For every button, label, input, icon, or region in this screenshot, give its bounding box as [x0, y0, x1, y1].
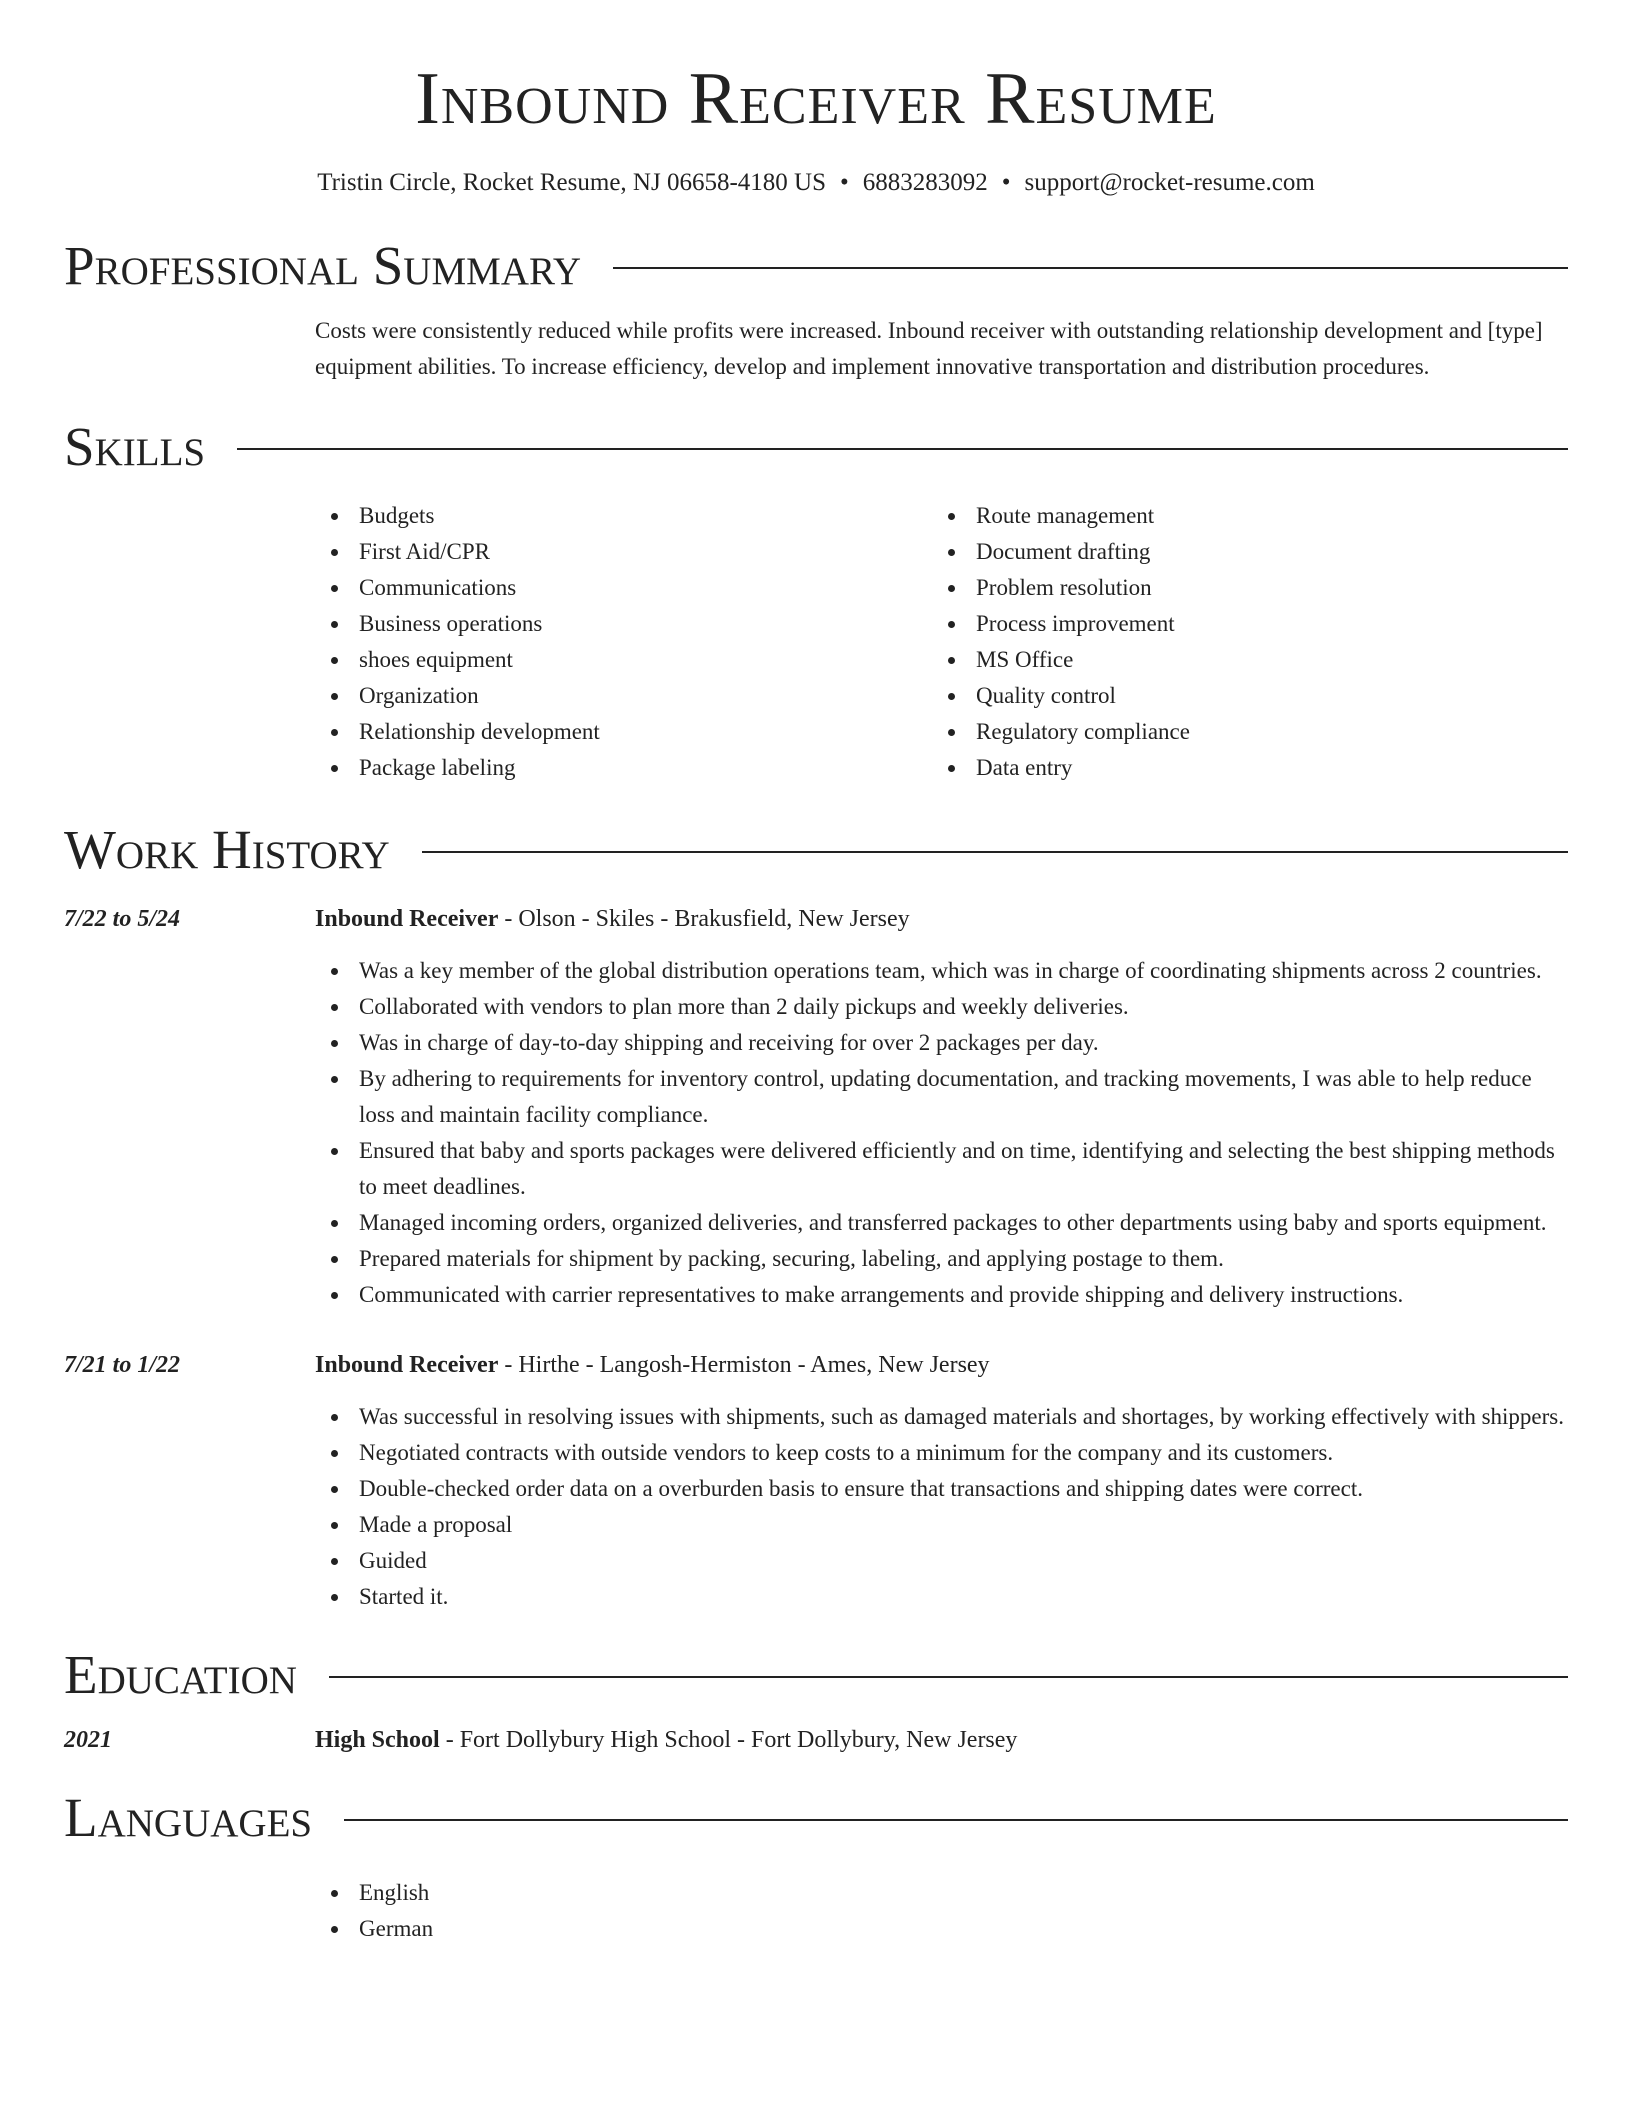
- job-bullet: Ensured that baby and sports packages were delivered efficiently and on time, identifying and selecting the best shipping methods to meet deadlines.: [315, 1133, 1568, 1205]
- skill-item: Business operations: [315, 606, 932, 642]
- job-bullet: Managed incoming orders, organized deliveries, and transferred packages to other departments using baby and sports equipment.: [315, 1205, 1568, 1241]
- job-header: [64, 1347, 1568, 1383]
- contact-line: [64, 168, 1568, 198]
- job-entry: [64, 901, 1568, 1313]
- skill-item: Organization: [315, 678, 932, 714]
- job-headline: [315, 901, 910, 937]
- education-headline: [315, 1722, 1017, 1758]
- languages-heading-row: [64, 1787, 1568, 1848]
- education-heading-row: [64, 1644, 1568, 1705]
- section-divider: [613, 267, 1568, 269]
- contact-phone: 6883283092: [862, 169, 988, 196]
- skill-item: Budgets: [315, 498, 932, 534]
- job-bullet: Double-checked order data on a overburden basis to ensure that transactions and shipping dates were correct.: [315, 1471, 1568, 1507]
- education-degree: High School: [315, 1727, 440, 1753]
- education-year: 2021: [64, 1727, 112, 1753]
- job-header: [64, 901, 1568, 937]
- job-entry: [64, 1347, 1568, 1615]
- education-entry: [64, 1722, 1568, 1758]
- languages-section: [64, 1787, 1568, 1947]
- language-item: English: [315, 1875, 1568, 1911]
- job-bullet: Collaborated with vendors to plan more than 2 daily pickups and weekly deliveries.: [315, 989, 1568, 1025]
- summary-heading-row: [64, 235, 1568, 296]
- languages-body: [315, 1875, 1568, 1947]
- skill-item: Communications: [315, 570, 932, 606]
- job-details: - Olson - Skiles - Brakusfield, New Jersey: [498, 906, 910, 932]
- contact-email: support@rocket-resume.com: [1024, 169, 1315, 196]
- skills-heading: Skills: [64, 416, 206, 477]
- skill-item: Package labeling: [315, 750, 932, 786]
- skills-heading-row: [64, 416, 1568, 477]
- skill-item: MS Office: [932, 642, 1549, 678]
- job-bullet: Was successful in resolving issues with shipments, such as damaged materials and shortages, by working effectively with shippers.: [315, 1399, 1568, 1435]
- job-bullet: Was a key member of the global distribution operations team, which was in charge of coordinating shipments across 2 countries.: [315, 953, 1568, 989]
- skill-item: Quality control: [932, 678, 1549, 714]
- job-bullet: By adhering to requirements for inventory control, updating documentation, and tracking movements, I was able to help reduce loss and maintain facility compliance.: [315, 1061, 1568, 1133]
- summary-text: Costs were consistently reduced while profits were increased. Inbound receiver with outstanding relationship development and [type] equipment abilities. To increase efficiency, develop and implement innovative transportation and distribution procedures.: [315, 318, 1543, 379]
- skill-item: Problem resolution: [932, 570, 1549, 606]
- skills-list-right: [932, 498, 1549, 786]
- job-bullet: Was in charge of day-to-day shipping and receiving for over 2 packages per day.: [315, 1025, 1568, 1061]
- education-details: - Fort Dollybury High School - Fort Dollybury, New Jersey: [439, 1727, 1018, 1753]
- job-title: Inbound Receiver: [315, 1352, 499, 1378]
- job-dates: 7/22 to 5/24: [64, 906, 181, 932]
- resume-page: [64, 0, 1568, 1947]
- skill-item: Route management: [932, 498, 1549, 534]
- section-divider: [329, 1676, 1568, 1678]
- skills-grid: [315, 498, 1568, 786]
- skills-body: [315, 498, 1568, 786]
- education-section: [64, 1644, 1568, 1758]
- skill-item: Regulatory compliance: [932, 714, 1549, 750]
- job-details: - Hirthe - Langosh-Hermiston - Ames, New Jersey: [498, 1352, 990, 1378]
- skill-item: First Aid/CPR: [315, 534, 932, 570]
- skill-item: shoes equipment: [315, 642, 932, 678]
- job-bullets: [315, 953, 1568, 1313]
- work-section: [64, 819, 1568, 1615]
- summary-section: [64, 235, 1568, 385]
- skill-item: Process improvement: [932, 606, 1549, 642]
- skill-item: Document drafting: [932, 534, 1549, 570]
- skills-list-left: [315, 498, 932, 786]
- summary-body: [315, 313, 1568, 385]
- skill-item: Relationship development: [315, 714, 932, 750]
- job-bullet: Prepared materials for shipment by packing, securing, labeling, and applying postage to them.: [315, 1241, 1568, 1277]
- contact-address: Tristin Circle, Rocket Resume, NJ 06658-4180 US: [317, 169, 826, 196]
- work-heading: Work History: [64, 819, 390, 880]
- work-heading-row: [64, 819, 1568, 880]
- section-divider: [422, 851, 1568, 853]
- job-bullet: Negotiated contracts with outside vendors to keep costs to a minimum for the company and its customers.: [315, 1435, 1568, 1471]
- job-bullet: Communicated with carrier representatives to make arrangements and provide shipping and delivery instructions.: [315, 1277, 1568, 1313]
- education-heading: Education: [64, 1644, 297, 1705]
- job-title: Inbound Receiver: [315, 906, 499, 932]
- languages-heading: Languages: [64, 1787, 313, 1848]
- languages-list: [315, 1875, 1568, 1947]
- skills-section: [64, 416, 1568, 786]
- job-bullet: Made a proposal: [315, 1507, 1568, 1543]
- job-bullet: Started it.: [315, 1579, 1568, 1615]
- section-divider: [237, 448, 1568, 450]
- job-bullet: Guided: [315, 1543, 1568, 1579]
- skill-item: Data entry: [932, 750, 1549, 786]
- job-bullets: [315, 1399, 1568, 1615]
- contact-separator: •: [1001, 169, 1011, 196]
- job-headline: [315, 1347, 990, 1383]
- summary-heading: Professional Summary: [64, 235, 582, 296]
- job-dates: 7/21 to 1/22: [64, 1352, 181, 1378]
- resume-title: Inbound Receiver Resume: [415, 58, 1217, 140]
- section-divider: [344, 1819, 1568, 1821]
- contact-separator: •: [839, 169, 849, 196]
- language-item: German: [315, 1911, 1568, 1947]
